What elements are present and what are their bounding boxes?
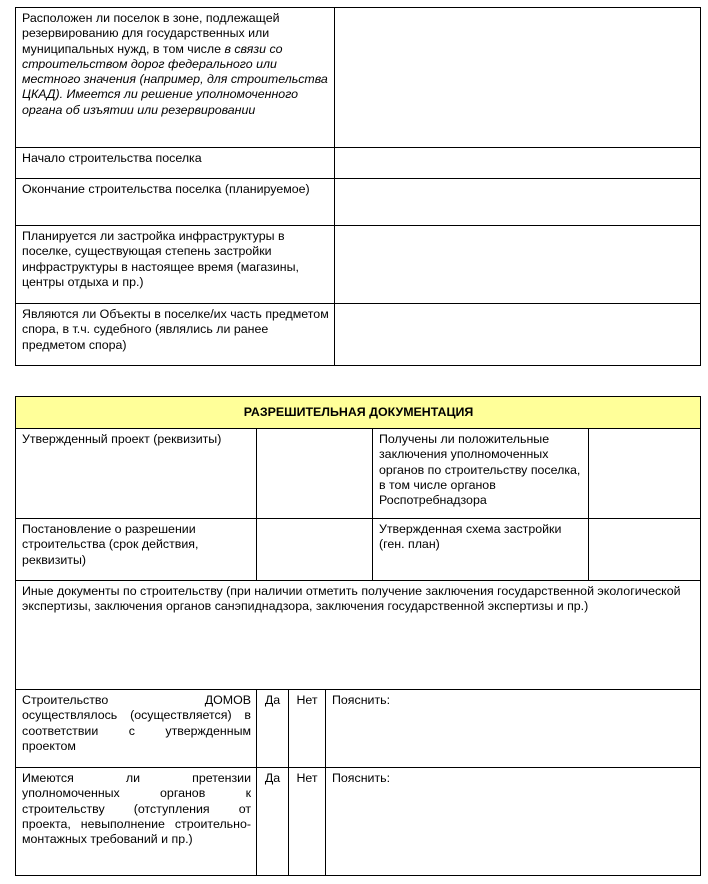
positive-conclusions-label: Получены ли положительные заключения уполномоченных органов по строительству поселка, в том числе органов Роспотребнадзора	[373, 429, 589, 519]
yes-option[interactable]: Да	[257, 768, 289, 876]
layout-scheme-value[interactable]	[589, 519, 701, 581]
permits-table	[15, 396, 701, 876]
answer-field[interactable]	[335, 179, 701, 226]
answer-field[interactable]	[335, 304, 701, 366]
building-permit-label: Постановление о разрешении строительства (срок действия, реквизиты)	[16, 519, 257, 581]
no-option[interactable]: Нет	[289, 768, 326, 876]
table-row	[16, 179, 701, 226]
positive-conclusions-value[interactable]	[589, 429, 701, 519]
table-row	[16, 8, 701, 148]
question-text: Расположен ли поселок в зоне, подлежащей резервированию для государственных или муниципальных нужд, в том числе	[22, 11, 280, 56]
answer-field[interactable]	[335, 8, 701, 148]
layout-scheme-label: Утвержденная схема застройки (ген. план)	[373, 519, 589, 581]
table-row	[16, 429, 701, 519]
question-infrastructure: Планируется ли застройка инфраструктуры в поселке, существующая степень застройки инфраструктуры в настоящее время (магазины, центры отдыха и пр.)	[16, 226, 335, 304]
question-construction-start: Начало строительства поселка	[16, 148, 335, 179]
table-row	[16, 768, 701, 876]
question-dispute: Являются ли Объекты в поселке/их часть предметом спора, в т.ч. судебного (являлись ли ранее предметом спора)	[16, 304, 335, 366]
explain-field[interactable]: Пояснить:	[326, 690, 701, 768]
approved-project-value[interactable]	[257, 429, 373, 519]
table-row	[16, 226, 701, 304]
question-italic-text: в связи со строительством дорог федерального или местного значения (например, для строительства ЦКАД). Имеется ли решение уполномоченного органа об изъятии или резервировании	[22, 41, 328, 117]
section-header-row	[16, 397, 701, 429]
approved-project-label: Утвержденный проект (реквизиты)	[16, 429, 257, 519]
answer-field[interactable]	[335, 148, 701, 179]
yes-no-question: Имеются ли претензии уполномоченных органов к строительству (отступления от проекта, невыполнение строительно-монтажных требований и пр.)	[16, 768, 257, 876]
no-option[interactable]: Нет	[289, 690, 326, 768]
question-reservation-zone	[16, 8, 335, 148]
table-row	[16, 581, 701, 690]
table-row	[16, 304, 701, 366]
section-title: РАЗРЕШИТЕЛЬНАЯ ДОКУМЕНТАЦИЯ	[16, 397, 701, 429]
question-construction-end: Окончание строительства поселка (планируемое)	[16, 179, 335, 226]
yes-no-question: Строительство ДОМОВ осуществлялось (осуществляется) в соответствии с утвержденным проектом	[16, 690, 257, 768]
settlement-questions-table	[15, 7, 701, 366]
table-row	[16, 519, 701, 581]
yes-option[interactable]: Да	[257, 690, 289, 768]
building-permit-value[interactable]	[257, 519, 373, 581]
answer-field[interactable]	[335, 226, 701, 304]
table-row	[16, 148, 701, 179]
table-row	[16, 690, 701, 768]
other-documents-field: Иные документы по строительству (при наличии отметить получение заключения государственной экологической экспертизы, заключения органов санэпиднадзора, заключения государственной экспертизы и пр.)	[16, 581, 701, 690]
explain-field[interactable]: Пояснить:	[326, 768, 701, 876]
